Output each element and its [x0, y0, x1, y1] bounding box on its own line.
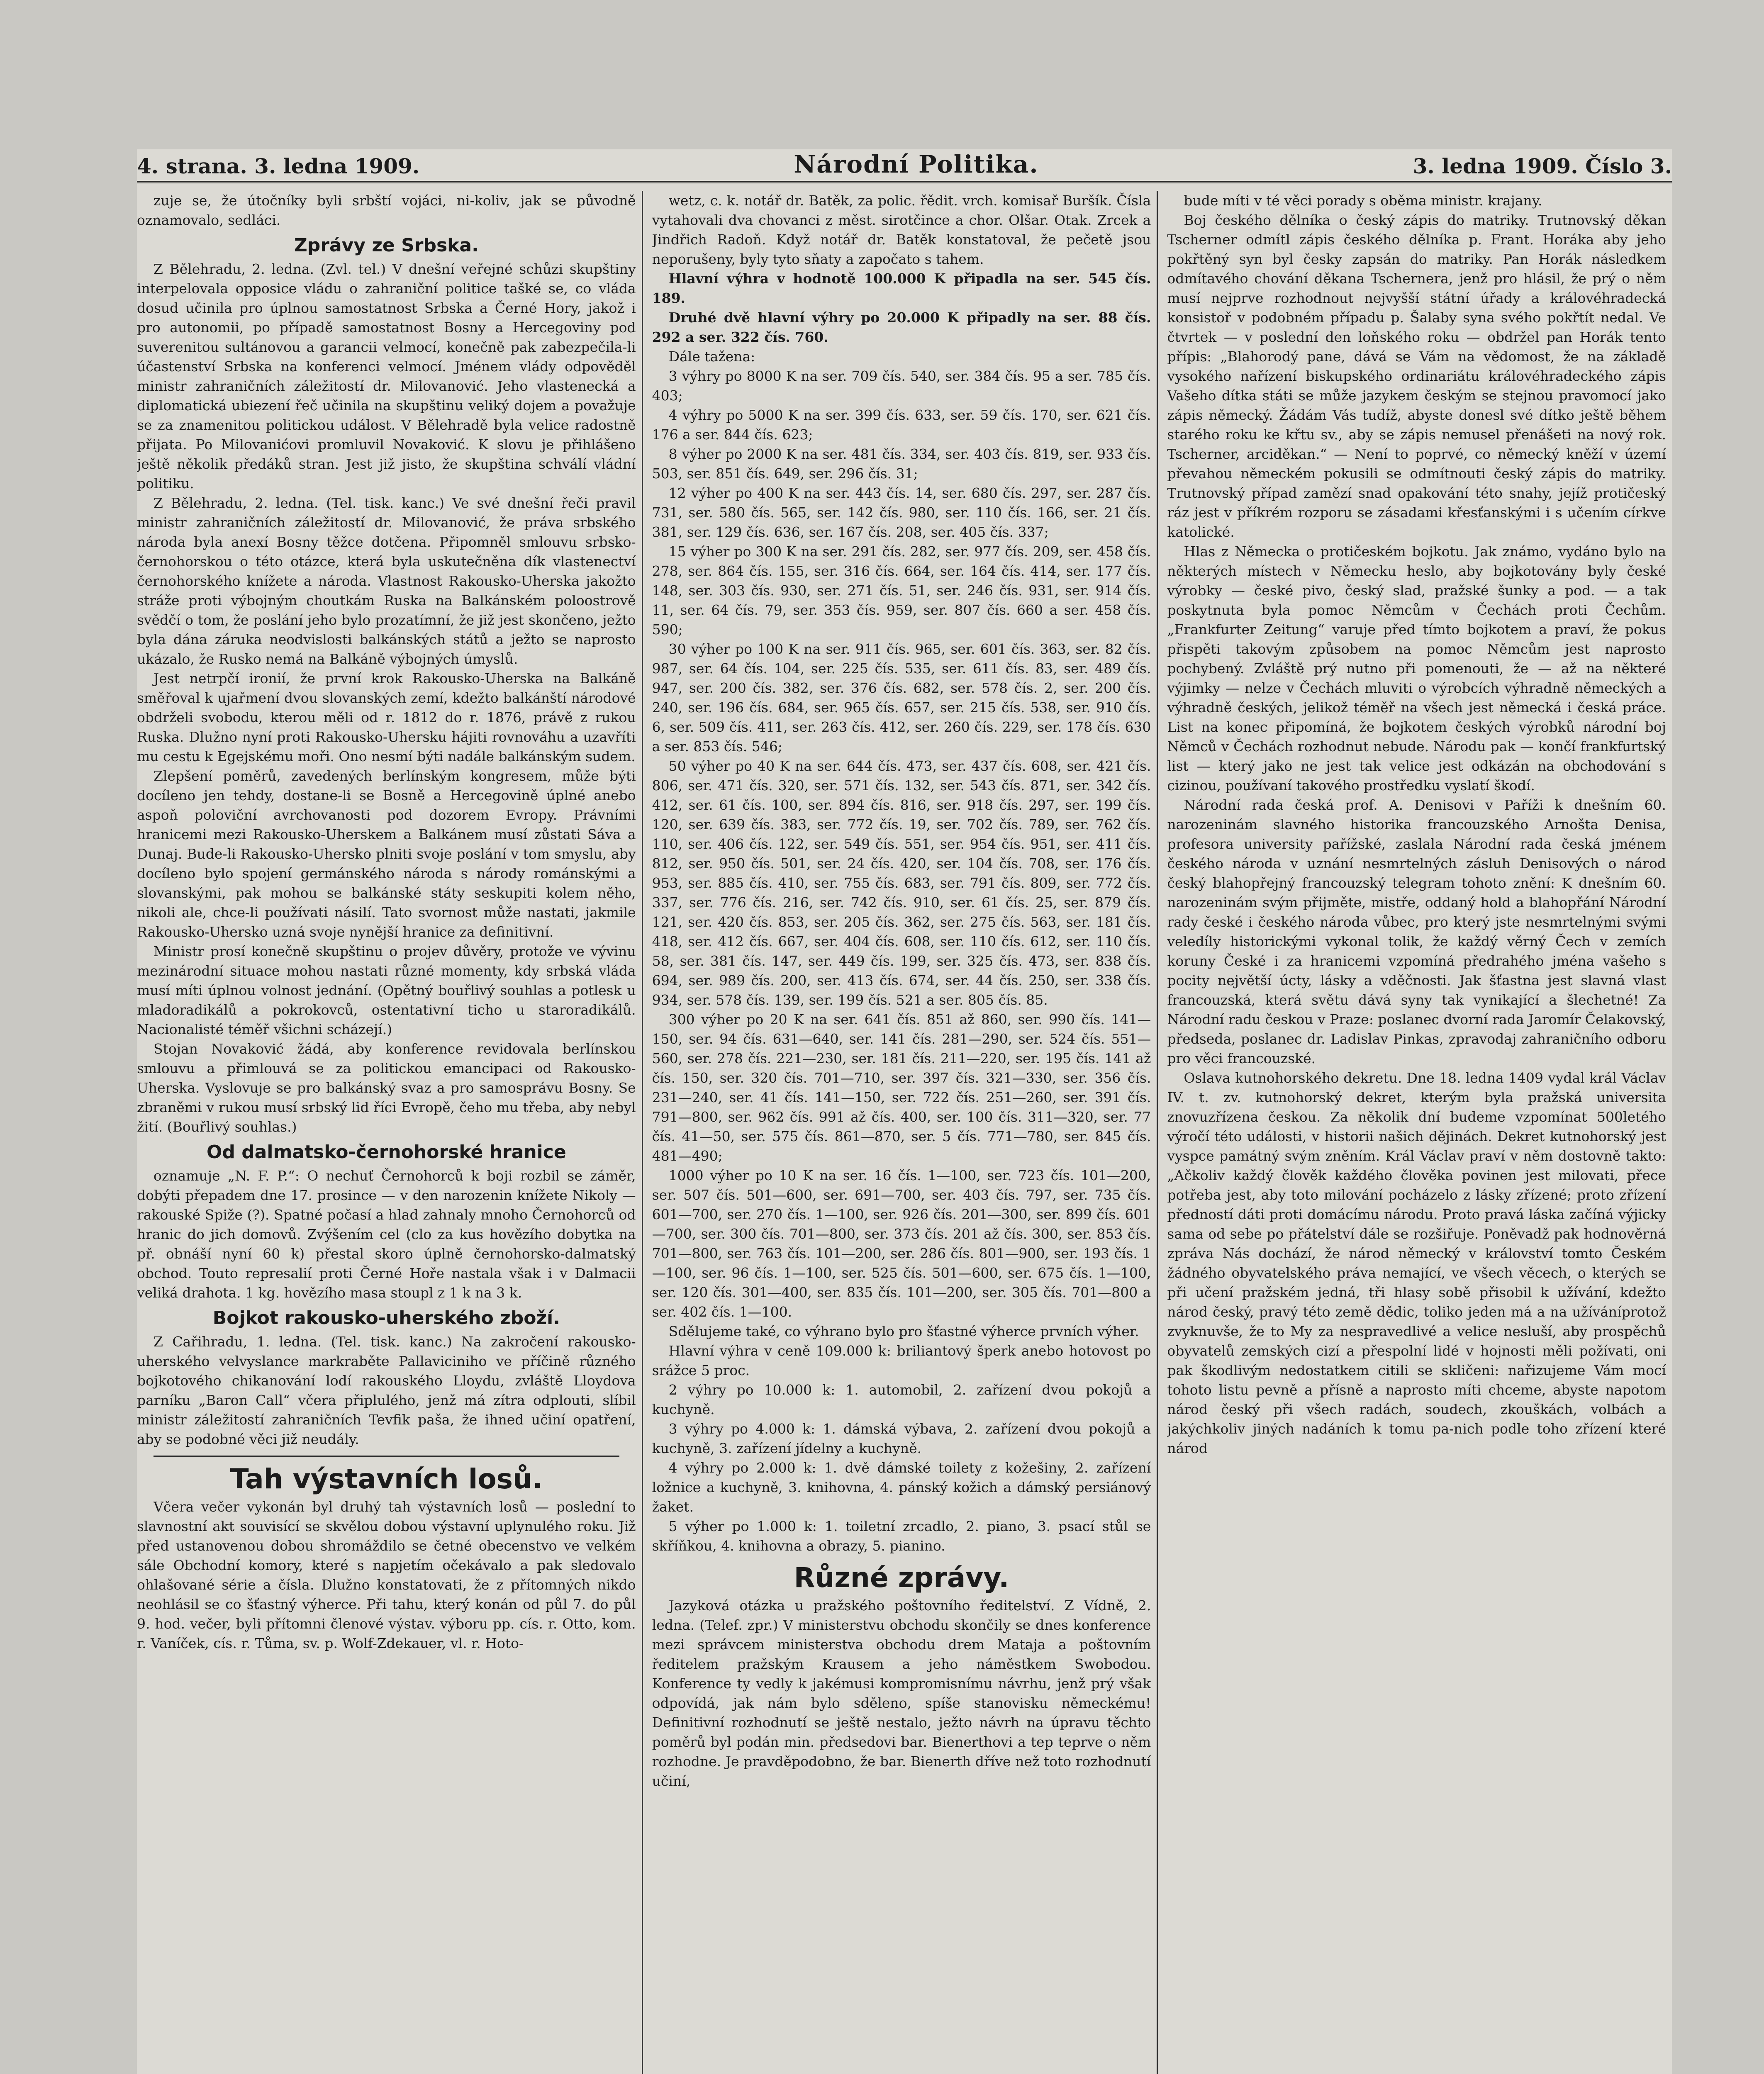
results-list-item: 1000 výher po 10 K na ser. 16 čís. 1—100, ser. 723 čís. 101—200, ser. 507 čís. 501—600, ser. 691—700, ser. 403 čís. 797, ser. 735 čís. 601—700, ser. 270 čís. 1—100, ser. 926 čís. 201—300, ser. 899 čís. 601—700, ser. 300 čís. 701—800, ser. 373 čís. 201 až čís. 300, ser. 853 čís. 701—800, ser. 763 čís. 101—200, ser. 286 čís. 801—900, ser. 193 čís. 1—100, ser. 96 čís. 1—100, ser. 525 čís. 501—600, ser. 675 čís. 1—100, ser. 120 čís. 301—400, ser. 835 čís. 101—200, ser. 305 čís. 701—800 a ser. 402 čís. 1—100.	[652, 1167, 1151, 1320]
results-list-item: 50 výher po 40 K na ser. 644 čís. 473, ser. 437 čís. 608, ser. 421 čís. 806, ser. 471 čís. 320, ser. 571 čís. 132, ser. 543 čís. 871, ser. 342 čís. 412, ser. 61 čís. 100, ser. 894 čís. 816, ser. 918 čís. 297, ser. 199 čís. 120, ser. 639 čís. 383, ser. 772 čís. 19, ser. 702 čís. 789, ser. 762 čís. 110, ser. 406 čís. 122, ser. 549 čís. 551, ser. 954 čís. 951, ser. 411 čís. 812, ser. 950 čís. 501, ser. 24 čís. 420, ser. 104 čís. 708, ser. 176 čís. 953, ser. 885 čís. 410, ser. 755 čís. 683, ser. 791 čís. 809, ser. 772 čís. 337, ser. 776 čís. 216, ser. 742 čís. 910, ser. 61 čís. 25, ser. 879 čís. 121, ser. 420 čís. 853, ser. 205 čís. 362, ser. 275 čís. 563, ser. 181 čís. 418, ser. 412 čís. 667, ser. 404 čís. 608, ser. 110 čís. 612, ser. 110 čís. 58, ser. 381 čís. 147, ser. 449 čís. 199, ser. 325 čís. 473, ser. 838 čís. 694, ser. 989 čís. 200, ser. 413 čís. 674, ser. 44 čís. 250, ser. 338 čís. 934, ser. 578 čís. 139, ser. 199 čís. 521 a ser. 805 čís. 85.	[652, 758, 1151, 1008]
article-text: oznamuje „N. F. P.“: O nechuť Černohorců k boji rozbil se záměr, dobýti přepadem dne 17. prosince — v den narozenin knížete Nikoly — rakouské Spiže (?). Spatné počasí a hlad zahnaly mnoho Černohorců od hranic do jich domovů. Zvýšením cel (clo za kus hovězího dobytka na př. obnáší nyní 60 k) přestal skoro úplně černohorsko-dalmatský obchod. Touto represalií proti Černé Hoře nastala však i v Dalmacii veliká drahota. 1 kg. hovězího masa stoupl z 1 k na 3 k.	[137, 1168, 636, 1301]
article-text: Oslava kutnohorského dekretu. Dne 18. ledna 1409 vydal král Václav IV. t. zv. kutnohorský dekret, kterým byla pražská universita znovuzřízena českou. Za několik dní budeme vzpomínat 500letého výročí této události, v historii našich dějinách. Dekret kutnohorský jest vyspce památný svým zněním. Král Václav praví v něm dostovně takto: „Ačkoliv každý člověk každého člověka povinen jest milovati, přece potřeba jest, aby toto milování pocházelo z lásky zřízené; proto zřízení předností dáti proti domácímu národu. Proto pravá láska začíná výjicky sama od sebe po přátelství dále se rozšiřuje. Poněvadž pak hodnověrná zpráva Nás dochází, že národ německý v království tomto Českém žádného obyvatelského práva nemající, ve všech věcech, o kterých se při učení pražském jedná, tři hlasy sobě přisobil k užívání, kdežto národ český, pravý této země dědic, toliko jeden má a na užíváníprotož zvyknuvše, že to My za nespravedlivé a velice nesluší, aby prospěchů obyvatelů zemských cizí a přespolní lidé v hojnosti měli požívati, oni pak škodlivým nedostatkem citili se skličeni: nařizujeme Vám mocí tohoto listu pevně a přísně a naprosto míti chceme, abyste napotom národ český při všech radách, soudech, zkouškách, volbách a jakýchkoliv jiných nadáních k tomu pa-nich podle toho zřízení které národ	[1167, 1070, 1667, 1456]
header-right: 3. ledna 1909. Číslo 3.	[1413, 154, 1672, 178]
article-text: Z Bělehradu, 2. ledna. (Tel. tisk. kanc.) Ve své dnešní řeči pravil ministr zahraničních záležitostí dr. Milovanović, že práva srbského národa byla anexí Bosny těžce dotčena. Připomněl smlouvu srbsko-černohorskou o této otázce, která byla uskutečněna dík vlastenectví černohorského knížete a národa. Vlastnost Rakousko-Uherska jakožto stráže proti výbojným choutkám Ruska na Balkánském poloostrově svědčí o tom, že poslání jeho bylo prozatímní, že již jest skončeno, ježto byla dána záruka neodvislosti balkánských států a ježto se naprosto ukázalo, že Rusko nemá na Balkáně výbojných úmyslů.	[137, 495, 636, 667]
article-text: Hlavní výhra v ceně 109.000 k: briliantový šperk anebo hotovost po srážce 5 proc.	[652, 1343, 1151, 1378]
article-text: Hlas z Německa o protičeském bojkotu. Jak známo, vydáno bylo na některých místech v Německu heslo, aby bojkotovány byly české výrobky — české pivo, český slad, pražské šunky a pod. — a tak poskytnuta byla pomoc Němcům v Čechách proti Čechům. „Frankfurter Zeitung“ varuje před tímto bojkotem a praví, že pokus přispěti takovým způsobem na pomoc Němcům jest naprosto pochybený. Zvláště prý nutno při pomenouti, že — až na některé výjimky — nelze v Čechách mluviti o výrobcích výhradně německých a výhradně českých, jelikož téměř na všech jest německá i česká práce. List na konec připomíná, že bojkotem českých výrobků národní boj Němců v Čechách rozhodnut nebude. Národu pak — končí frankfurtský list — který jako ne jest tak velice jest odkázán na obchodování s cizinou, používaní takového prostředku vyslatí škodí.	[1167, 543, 1667, 794]
column-3	[1167, 191, 1672, 2074]
main-prize: Hlavní výhra v hodnotě 100.000 K připadla na ser. 545 čís. 189.	[652, 270, 1151, 306]
article-text: 2 výhry po 10.000 k: 1. automobil, 2. zařízení dvou pokojů a kuchyně.	[652, 1382, 1151, 1417]
article-text: wetz, c. k. notář dr. Batěk, za polic. řědit. vrch. komisař Buršík. Čísla vytahovali dva chovanci z měst. sirotčince a chor. Olšar. Otak. Zrcek a Jindřich Radoň. Když notář dr. Batěk konstatoval, že pečetě jsou neporušeny, byly tyto sňaty a započato s tahem.	[652, 192, 1151, 267]
headline-serbia: Zprávy ze Srbska.	[294, 235, 479, 256]
second-prizes: Druhé dvě hlavní výhry po 20.000 K připadly na ser. 88 čís. 292 a ser. 322 čís. 760.	[652, 309, 1151, 345]
columns	[137, 191, 1672, 2074]
article-text: 3 výhry po 4.000 k: 1. dámská výbava, 2. zařízení dvou pokojů a kuchyně, 3. zařízení jídelny a kuchyně.	[652, 1421, 1151, 1456]
headline-lottery: Tah výstavních losů.	[230, 1463, 543, 1495]
results-list-item: 3 výhry po 8000 K na ser. 709 čís. 540, ser. 384 čís. 95 a ser. 785 čís. 403;	[652, 368, 1151, 404]
results-list-item: 30 výher po 100 K na ser. 911 čís. 965, ser. 601 čís. 363, ser. 82 čís. 987, ser. 64 čís. 104, ser. 225 čís. 535, ser. 611 čís. 83, ser. 489 čís. 947, ser. 200 čís. 382, ser. 376 čís. 682, ser. 578 čís. 2, ser. 200 čís. 240, ser. 196 čís. 684, ser. 965 čís. 657, ser. 215 čís. 538, ser. 910 čís. 6, ser. 509 čís. 411, ser. 263 čís. 412, ser. 260 čís. 229, ser. 178 čís. 630 a ser. 853 čís. 546;	[652, 641, 1151, 755]
article-text: Národní rada česká prof. A. Denisovi v Paříži k dnešním 60. narozeninám slavného historika francouzského Arnošta Denisa, profesora university pařížské, zaslala Národní rada česká jménem českého národa v uznání nesmrtelných zásluh Denisových o národ český blahopřejný francouzský telegram tohoto znění: K dnešním 60. narozeninám svým přijměte, mistře, oddaný hold a blahopřání Národní rady české i českého národa vůbec, pro který jste nesmrtelnými svými veledíly historickými vykonal tolik, že každý věrný Čech v zemích koruny České i za hranicemi vzpomíná předrahého jména vašeho s pocity největší úcty, lásky a vděčnosti. Jak šťastna jest slavná vlast francouzská, která světu dává syny tak vynikající a šlechetné! Za Národní radu českou v Praze: poslanec dvorní rada Jaromír Čelakovský, předseda, poslanec dr. Ladislav Pinkas, zpravodaj zahraničního odboru pro věci francouzské.	[1167, 797, 1667, 1066]
article-text: Z Cařihradu, 1. ledna. (Tel. tisk. kanc.) Na zakročení rakousko-uherského velvyslance markraběte Pallaviciniho ve příčině různého bojkotového chikanování lodí rakouského Lloydu, zvláště Lloydova parníku „Baron Call“ včera připlulého, jenž má zítra odplouti, slíbil ministr záležitostí zahraničních Tevfik paša, že ihned učiní opatření, aby se podobné věci již neudály.	[137, 1334, 636, 1447]
page-header	[137, 149, 1672, 183]
results-list-item: 15 výher po 300 K na ser. 291 čís. 282, ser. 977 čís. 209, ser. 458 čís. 278, ser. 864 čís. 155, ser. 316 čís. 664, ser. 164 čís. 414, ser. 177 čís. 148, ser. 303 čís. 930, ser. 271 čís. 51, ser. 246 čís. 931, ser. 914 čís. 11, ser. 64 čís. 79, ser. 353 čís. 959, ser. 807 čís. 660 a ser. 458 čís. 590;	[652, 543, 1151, 638]
article-text: 5 výher po 1.000 k: 1. toiletní zrcadlo, 2. piano, 3. psací stůl se skříňkou, 4. knihovna a obrazy, 5. pianino.	[652, 1518, 1151, 1554]
divider	[153, 1456, 619, 1457]
article-text: Jazyková otázka u pražského poštovního ředitelství. Z Vídně, 2. ledna. (Telef. zpr.) V ministerstvu obchodu skončily se dnes konference mezi správcem ministerstva obchodu drem Mataja a poštovním ředitelem pražským Krausem a jeho náměstkem Swobodou. Konference ty vedly k jakémusi kompromisnímu návrhu, jenž prý však odpovídá, jak nám bylo sděleno, spíše stanovisku německému! Definitivní rozhodnutí se ještě nestalo, ježto návrh na úpravu těchto poměrů byl podán min. předsedovi bar. Bienerthovi a tep teprve o něm rozhodne. Je pravděpodobno, že bar. Bienerth dříve než toto rozhodnutí učiní,	[652, 1597, 1151, 1789]
further-label: Dále tažena:	[668, 348, 755, 365]
article-text: Stojan Novaković žádá, aby konference revidovala berlínskou smlouvu a přimlouvá se za politickou emancipaci od Rakousko-Uherska. Vyslovuje se pro balkánský svaz a pro samosprávu Bosny. Se zbraněmi v rukou musí srbský lid říci Evropě, čeho mu třeba, aby nebyl žití. (Bouřlivý souhlas.)	[137, 1041, 636, 1135]
results-list-item: 300 výher po 20 K na ser. 641 čís. 851 až 860, ser. 990 čís. 141—150, ser. 94 čís. 631—640, ser. 141 čís. 281—290, ser. 524 čís. 551—560, ser. 278 čís. 221—230, ser. 181 čís. 211—220, ser. 195 čís. 141 až čís. 150, ser. 320 čís. 701—710, ser. 397 čís. 321—330, ser. 356 čís. 231—240, ser. 41 čís. 141—150, ser. 722 čís. 251—260, ser. 391 čís. 791—800, ser. 962 čís. 991 až čís. 400, ser. 100 čís. 311—320, ser. 77 čís. 41—50, ser. 575 čís. 861—870, ser. 5 čís. 771—780, ser. 845 čís. 481—490;	[652, 1011, 1151, 1164]
article-text: Z Bělehradu, 2. ledna. (Zvl. tel.) V dnešní veřejné schůzi skupštiny interpelovala opposice vládu o zahraniční politice tašké se, co vláda dosud učinila pro úplnou samostatnost Srbska a Černé Hory, jakož i pro autonomii, po případě samostatnost Bosny a Hercegoviny pod suverenitou sultánovou a garancii velmocí, konečně pak zabezpečila-li účastenství Srbska na konferenci velmocí. Jménem vlády odpověděl ministr zahraničních záležitostí dr. Milovanović. Jeho vlastenecká a diplomatická ubiezení řeč učinila na skupštinu veliký dojem a považuje se za znamenitou politickou událost. V Bělehradě byla velice radostně přijata. Po Milovanićovi promluvil Novaković. K slovu je přihlášeno ještě několik předáků stran. Jest již jisto, že skupština schválí vládní politiku.	[137, 261, 636, 492]
column-2	[652, 191, 1158, 2074]
newspaper-page	[137, 149, 1672, 2074]
article-text: Včera večer vykonán byl druhý tah výstavních losů — poslední to slavnostní akt souvisící se skvělou dobou výstavní uplynulého roku. Již před ustanovenou dobou shromáždilo se četné obecenstvo ve velkém sále Obchodní komory, které s napjetím očekávalo a pak sledovalo ohlašované série a čísla. Dlužno konstatovati, že z přítomných nikdo neohlásil se co šťastný výherce. Při tahu, který konán od půl 7. do půl 9. hod. večer, byli přítomni členové výstav. výboru pp. cís. r. Otto, kom. r. Vaníček, cís. r. Tůma, sv. p. Wolf-Zdekauer, vl. r. Hoto-	[137, 1499, 636, 1651]
article-text: 4 výhry po 2.000 k: 1. dvě dámské toilety z kožešiny, 2. zařízení ložnice a kuchyně, 3. knihovna, 4. pánský kožich a dámský persiánový žaket.	[652, 1460, 1151, 1515]
article-text: Jest netrpčí ironií, že první krok Rakousko-Uherska na Balkáně směřoval k ujařmení dvou slovanských zemí, kdežto balkánští národové obdrželi svobodu, kterou měli od r. 1812 do r. 1876, právě z rukou Ruska. Dlužno nyní proti Rakousko-Uhersku hájiti rovnováhu a uzavříti mu cestu k Egejskému moři. Ono nesmí býti nadále balkánským sudem.	[137, 670, 636, 764]
headline-boycott: Bojkot rakousko-uherského zboží.	[212, 1307, 560, 1329]
results-list-item: 8 výher po 2000 K na ser. 481 čís. 334, ser. 403 čís. 819, ser. 933 čís. 503, ser. 851 čís. 649, ser. 296 čís. 31;	[652, 446, 1151, 482]
article-text: zuje se, že útočníky byli srbští vojáci, ni-koliv, jak se původně oznamovalo, sedláci.	[137, 192, 636, 228]
article-text: Zlepšení poměrů, zavedených berlínským kongresem, může býti docíleno jen tehdy, dostane-li se Bosně a Hercegovině úplné anebo aspoň poloviční avrchovanosti pod dozorem Evropy. Právními hranicemi mezi Rakousko-Uherskem a Balkánem musí zůstati Sáva a Dunaj. Bude-li Rakousko-Uhersko plniti svoje poslání v tom smyslu, aby docíleno bylo spojení germánského národa s národy románskými a slovanskými, pak mohou se balkánské státy seskupiti kolem něho, nikoli ale, chce-li používati násilí. Tato svornost může nastati, jakmile Rakousko-Uhersko uzná svoje nynější hranice za definitivní.	[137, 768, 636, 940]
results-list-item: 4 výhry po 5000 K na ser. 399 čís. 633, ser. 59 čís. 170, ser. 621 čís. 176 a ser. 844 čís. 623;	[652, 407, 1151, 443]
results-list-item: 12 výher po 400 K na ser. 443 čís. 14, ser. 680 čís. 297, ser. 287 čís. 731, ser. 580 čís. 565, ser. 142 čís. 980, ser. 110 čís. 166, ser. 21 čís. 381, ser. 129 čís. 636, ser. 167 čís. 208, ser. 405 čís. 337;	[652, 485, 1151, 540]
headline-news: Různé zprávy.	[794, 1562, 1009, 1594]
header-left: 4. strana. 3. ledna 1909.	[137, 154, 420, 178]
column-1	[137, 191, 643, 2074]
article-text: Boj českého dělníka o český zápis do matriky. Trutnovský děkan Tscherner odmítl zápis českého dělníka p. Frant. Horáka aby jeho pokřtěný syn byl česky zapsán do matriky. Pan Horák následkem odmítavého chování děkana Tschernera, jenž pro hlásil, že prý o něm musí nejprve rozhodnout nejvyšší státní úřady a královéhradecká konsistoř v podobném případu p. Šalaby syna svého pokřtít nedal. Ve čtvrtek — v poslední den loňského roku — obdržel pan Horák tento přípis: „Blahorodý pane, dává se Vám na vědomost, že na základě vysokého nařízení biskupského ordinariátu královéhradeckého zápis Vašeho dítka státi se může jazykem českým se stejnou pravomocí jako zápis německý. Žádám Vás tudíž, abyste donesl své dítko ještě během starého roku ke křtu sv., aby se zápis nemusel přenášeti na nový rok. Tscherner, arciděkan.“ — Není to poprvé, co německý kněží v území převahou německém pokusili se odmítnouti český zápis do matriky. Trutnovský případ zamězí snad opakování této snahy, jejíž protičeský ráz jest v příkrém rozporu se zásadami křesťanskými i s učením církve katolické.	[1167, 212, 1667, 540]
article-text: bude míti v té věci porady s oběma ministr. krajany.	[1184, 192, 1542, 209]
article-text: Sdělujeme také, co výhrano bylo pro šťastné výherce prvních výher.	[668, 1323, 1139, 1339]
masthead-title: Národní Politika.	[794, 150, 1039, 178]
headline-border: Od dalmatsko-černohorské hranice	[206, 1142, 566, 1163]
article-text: Ministr prosí konečně skupštinu o projev důvěry, protože ve vývinu mezinárodní situace mohou nastati různé momenty, kdy srbská vláda musí míti úplnou volnost jednání. (Opětný bouřlivý souhlas a potlesk u mladoradikálů a pokrokovců, ostentativní ticho u staroradikálů. Nacionalisté téměř všichni scházejí.)	[137, 943, 636, 1037]
